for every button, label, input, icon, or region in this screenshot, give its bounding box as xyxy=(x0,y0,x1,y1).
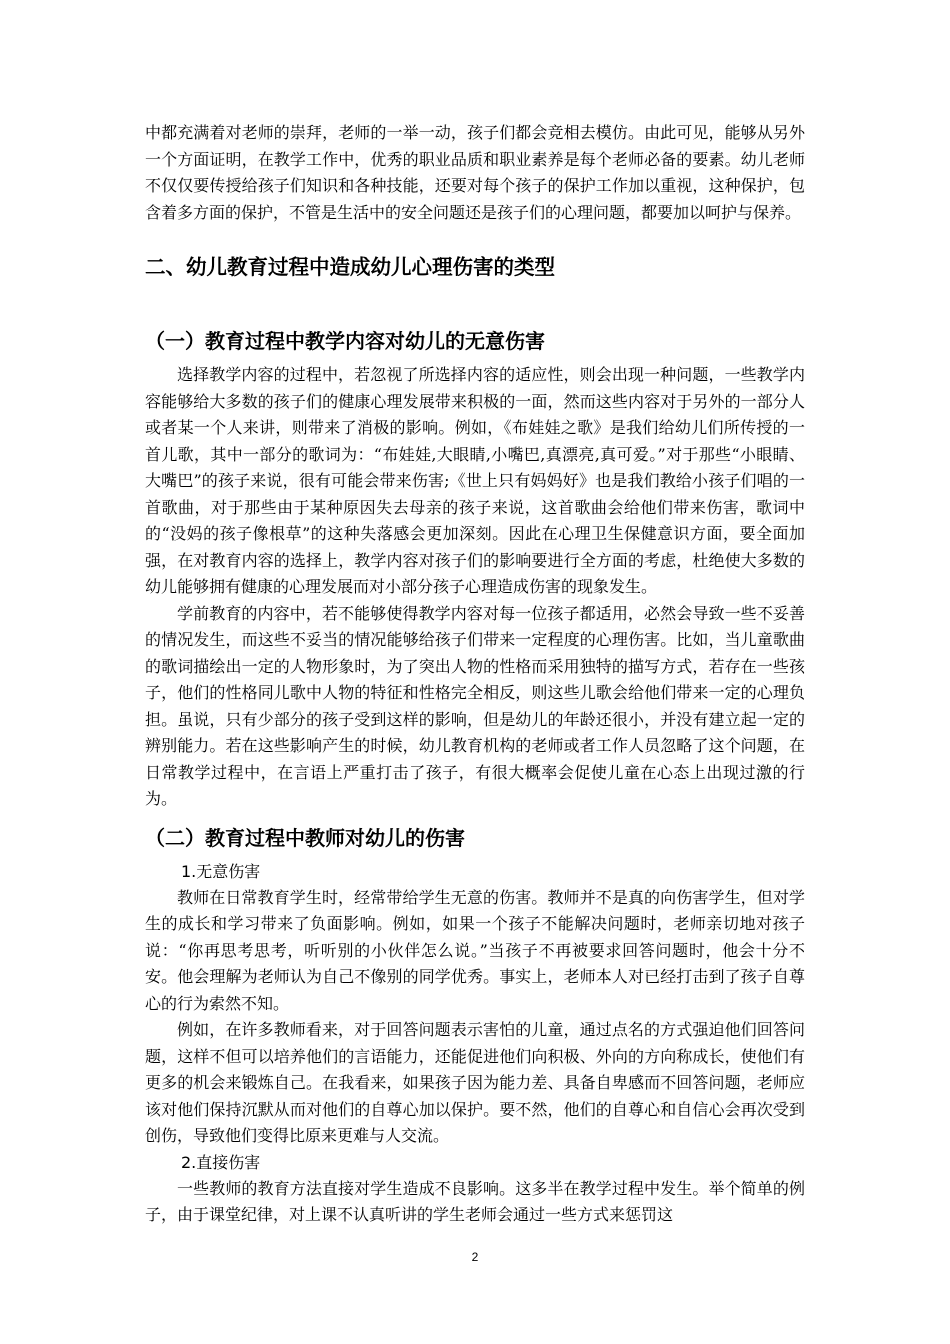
subsection-heading-1: （一）教育过程中教学内容对幼儿的无意伤害 xyxy=(145,329,545,353)
page-number: 2 xyxy=(471,1250,479,1264)
section-heading-2: 二、幼儿教育过程中造成幼儿心理伤害的类型 xyxy=(145,255,555,279)
paragraph-sub1-1: 选择教学内容的过程中，若忽视了所选择内容的适应性，则会出现一种问题，一些教学内容能够给大多数的孩子们的健康心理发展带来积极的一面，然而这些内容对于另外的一部分人或者某一个人来讲，则带来了消极的影响。例如，《布娃娃之歌》是我们给幼儿们所传授的一首儿歌，其中一部分的歌词为：“布娃娃,大眼睛,小嘴巴,真漂亮,真可爱。”对于那些“小眼睛、大嘴巴”的孩子来说，很有可能会带来伤害;《世上只有妈妈好》也是我们教给小孩子们唱的一首歌曲，对于那些由于某种原因失去母亲的孩子来说，这首歌曲会给他们带来伤害，歌词中的“没妈的孩子像根草”的这种失落感会更加深刻。因此在心理卫生保健意识方面，要全面加强，在对教育内容的选择上，教学内容对孩子们的影响要进行全方面的考虑，杜绝使大多数的幼儿能够拥有健康的心理发展而对小部分孩子心理造成伤害的现象发生。 xyxy=(145,365,805,596)
item-heading-2: 2.直接伤害 xyxy=(181,1152,261,1172)
paragraph-intro: 中都充满着对老师的崇拜，老师的一举一动，孩子们都会竞相去模仿。由此可见，能够从另外一个方面证明，在教学工作中，优秀的职业品质和职业素养是每个老师必备的要素。幼儿老师不仅仅要传授给孩子们知识和各种技能，还要对每个孩子的保护工作加以重视，这种保护，包含着多方面的保护，不管是生活中的安全问题还是孩子们的心理问题，都要加以呵护与保养。 xyxy=(145,123,805,222)
paragraph-sub1-2: 学前教育的内容中，若不能够使得教学内容对每一位孩子都适用，必然会导致一些不妥善的情况发生，而这些不妥当的情况能够给孩子们带来一定程度的心理伤害。比如，当儿童歌曲的歌词描绘出一定的人物形象时，为了突出人物的性格而采用独特的描写方式，若存在一些孩子，他们的性格同儿歌中人物的特征和性格完全相反，则这些儿歌会给他们带来一定的心理负担。虽说，只有少部分的孩子受到这样的影响，但是幼儿的年龄还很小，并没有建立起一定的辨别能力。若在这些影响产生的时候，幼儿教育机构的老师或者工作人员忽略了这个问题，在日常教学过程中，在言语上严重打击了孩子，有很大概率会促使儿童在心态上出现过激的行为。 xyxy=(145,603,805,808)
document-body xyxy=(145,120,805,1229)
item-heading-1: 1.无意伤害 xyxy=(181,861,261,881)
paragraph-item2-1: 一些教师的教育方法直接对学生造成不良影响。这多半在教学过程中发生。举个简单的例子，由于课堂纪律，对上课不认真听讲的学生老师会通过一些方式来惩罚这 xyxy=(145,1178,805,1224)
subsection-heading-2: （二）教育过程中教师对幼儿的伤害 xyxy=(145,825,465,850)
paragraph-item1-1: 教师在日常教育学生时，经常带给学生无意的伤害。教师并不是真的向伤害学生，但对学生的成长和学习带来了负面影响。例如，如果一个孩子不能解决问题时，老师亲切地对孩子说：“你再思考思考，听听别的小伙伴怎么说。”当孩子不再被要求回答问题时，他会十分不安。他会理解为老师认为自己不像别的同学优秀。事实上，老师本人对已经打击到了孩子自尊心的行为索然不知。 xyxy=(145,887,805,1013)
paragraph-item1-2: 例如，在许多教师看来，对于回答问题表示害怕的儿童，通过点名的方式强迫他们回答问题，这样不但可以培养他们的言语能力，还能促进他们向积极、外向的方向称成长，使他们有更多的机会来锻炼自己。在我看来，如果孩子因为能力差、具备自卑感而不回答问题，老师应该对他们保持沉默从而对他们的自尊心加以保护。要不然，他们的自尊心和自信心会再次受到创伤，导致他们变得比原来更难与人交流。 xyxy=(145,1020,805,1145)
